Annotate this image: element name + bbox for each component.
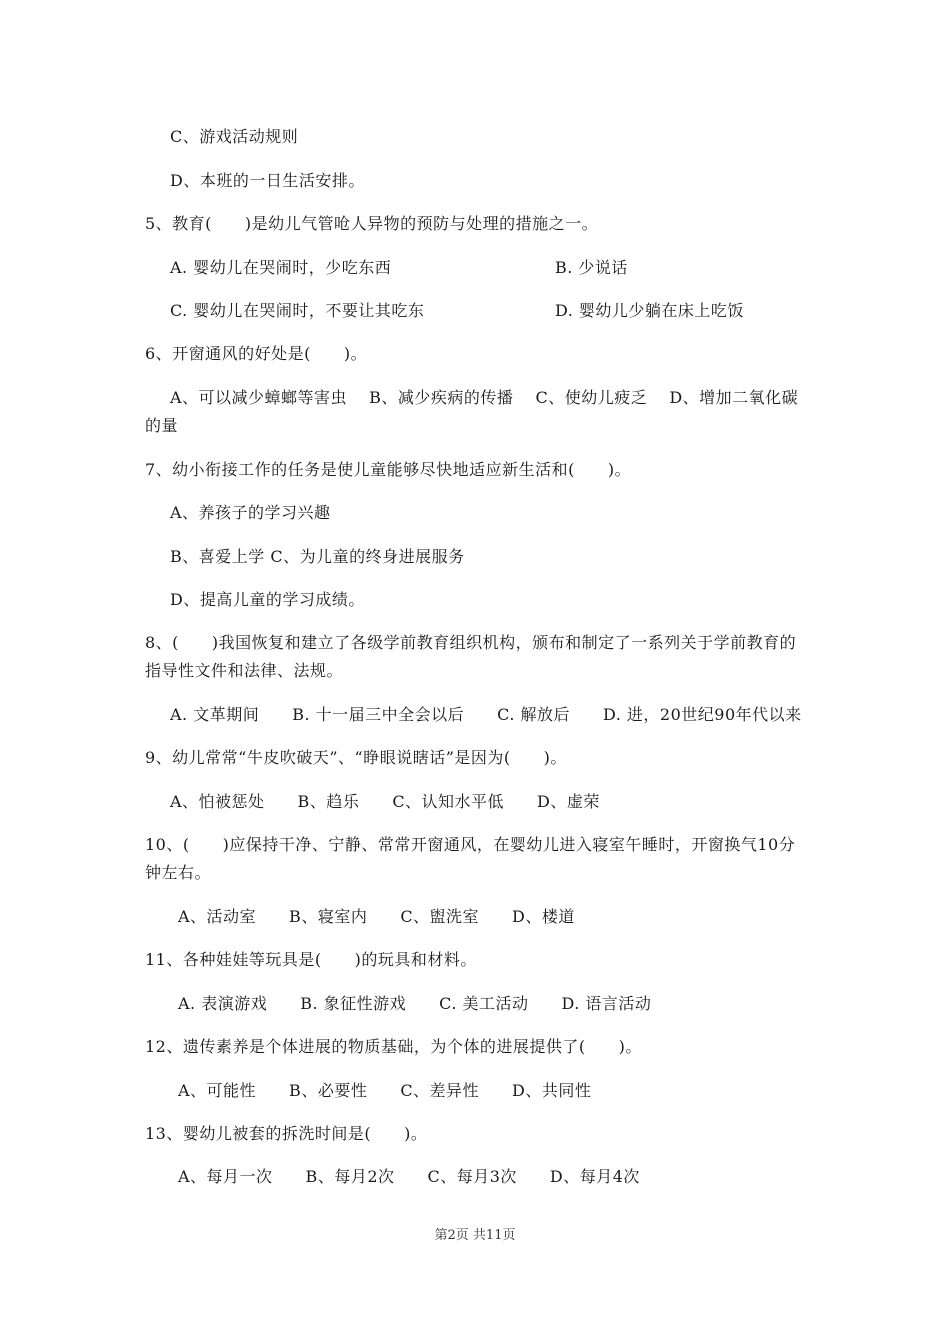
options-8: A. 文革期间 B. 十一届三中全会以后 C. 解放后 D. 进，20世纪90年代以来 bbox=[170, 705, 802, 724]
question-13: 13、婴幼儿被套的拆洗时间是( )。 bbox=[145, 1124, 428, 1143]
option-4c: C、游戏活动规则 bbox=[170, 127, 299, 146]
options-11: A. 表演游戏 B. 象征性游戏 C. 美工活动 D. 语言活动 bbox=[178, 994, 652, 1013]
question-8-continued: 指导性文件和法律、法规。 bbox=[145, 661, 344, 680]
question-10: 10、( )应保持干净、宁静、常常开窗通风，在婴幼儿进入寝室午睡时，开窗换气10分 bbox=[145, 835, 796, 854]
options-6-continued: 的量 bbox=[145, 416, 179, 435]
options-12: A、可能性 B、必要性 C、差异性 D、共同性 bbox=[178, 1081, 592, 1100]
option-4d: D、本班的一日生活安排。 bbox=[170, 171, 365, 190]
option-7a: A、养孩子的学习兴趣 bbox=[170, 503, 331, 522]
option-7bc: B、喜爱上学 C、为儿童的终身进展服务 bbox=[170, 547, 465, 566]
option-5b: B. 少说话 bbox=[555, 258, 628, 277]
options-13: A、每月一次 B、每月2次 C、每月3次 D、每月4次 bbox=[178, 1167, 640, 1186]
options-10: A、活动室 B、寝室内 C、盥洗室 D、楼道 bbox=[178, 907, 575, 926]
question-9: 9、幼儿常常“牛皮吹破天”、“睁眼说瞎话”是因为( )。 bbox=[145, 748, 567, 767]
option-5c: C. 婴幼儿在哭闹时，不要让其吃东 bbox=[170, 301, 425, 320]
question-8: 8、( )我国恢复和建立了各级学前教育组织机构，颁布和制定了一系列关于学前教育的 bbox=[145, 633, 797, 652]
question-6: 6、开窗通风的好处是( )。 bbox=[145, 344, 368, 363]
options-6: A、可以减少蟑螂等害虫 B、减少疾病的传播 C、使幼儿疲乏 D、增加二氧化碳 bbox=[170, 388, 799, 407]
question-11: 11、各种娃娃等玩具是( )的玩具和材料。 bbox=[145, 950, 477, 969]
question-12: 12、遗传素养是个体进展的物质基础，为个体的进展提供了( )。 bbox=[145, 1037, 642, 1056]
question-7: 7、幼小衔接工作的任务是使儿童能够尽快地适应新生活和( )。 bbox=[145, 460, 632, 479]
option-7d: D、提高儿童的学习成绩。 bbox=[170, 590, 365, 609]
option-5d: D. 婴幼儿少躺在床上吃饭 bbox=[555, 301, 744, 320]
question-5: 5、教育( )是幼儿气管呛人异物的预防与处理的措施之一。 bbox=[145, 214, 599, 233]
options-9: A、怕被惩处 B、趋乐 C、认知水平低 D、虚荣 bbox=[170, 792, 600, 811]
page-footer: 第2页 共11页 bbox=[434, 1228, 516, 1243]
question-10-continued: 钟左右。 bbox=[145, 863, 212, 882]
option-5a: A. 婴幼儿在哭闹时，少吃东西 bbox=[170, 258, 392, 277]
